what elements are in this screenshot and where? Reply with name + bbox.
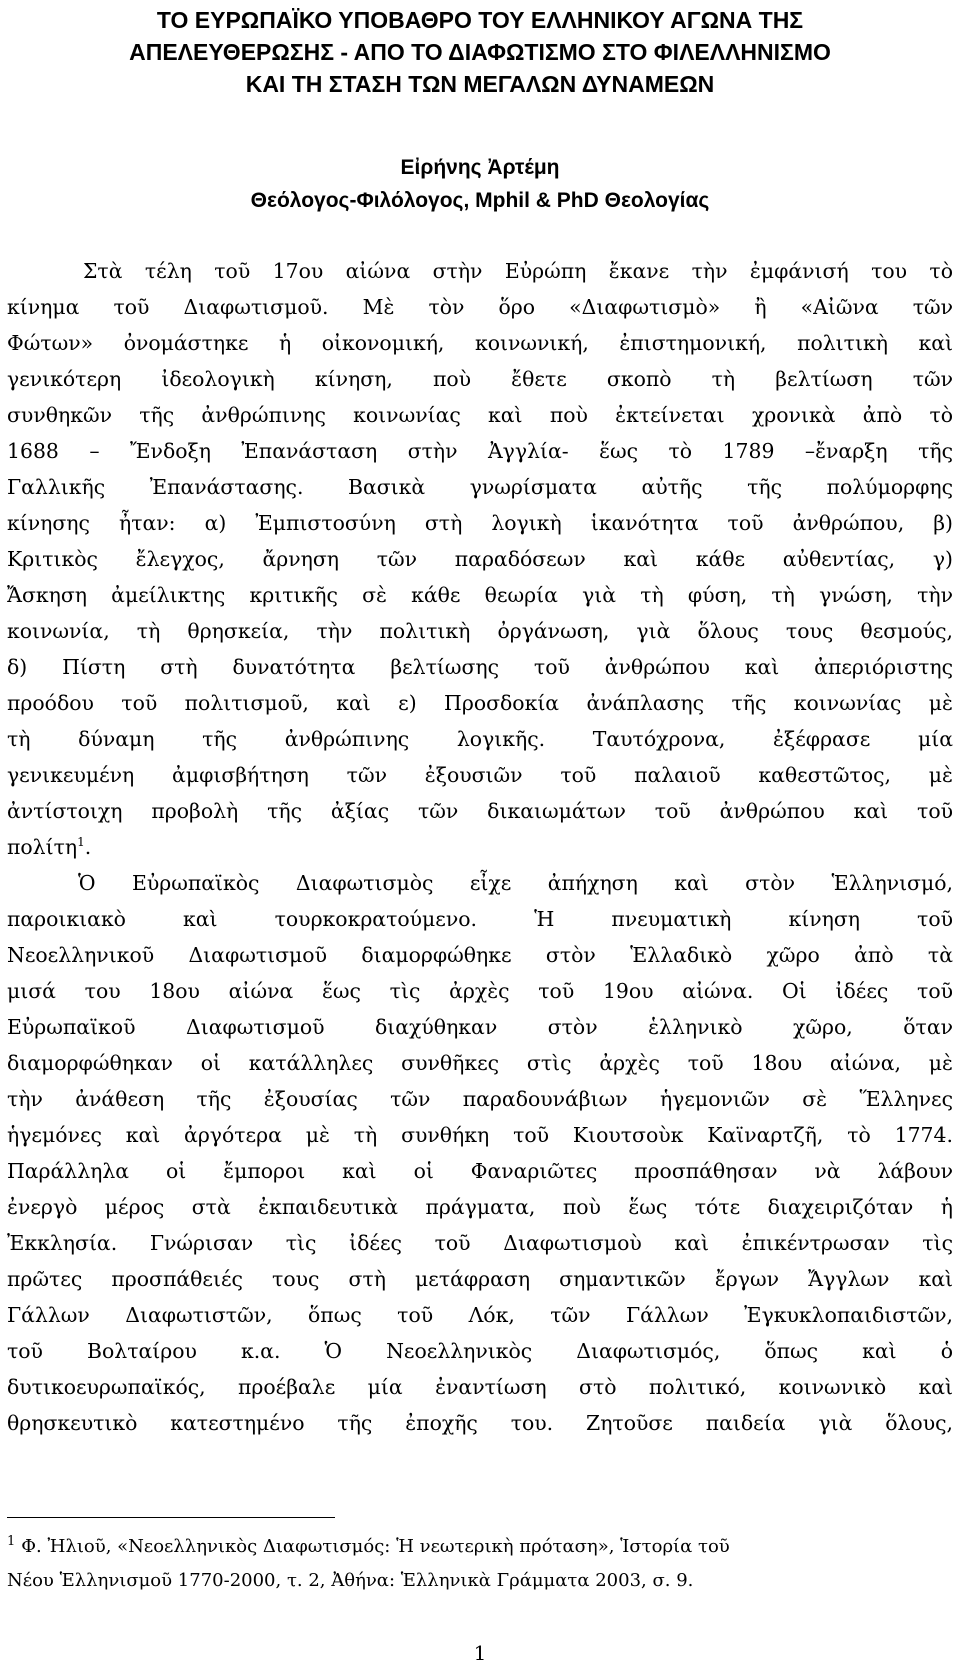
paragraph-line: πρῶτες προσπάθειές τους στὴ μετάφραση σημαντικῶν ἔργων Ἄγγλων καὶ: [7, 1267, 953, 1291]
paragraph-line: 1688 – Ἔνδοξη Ἐπανάσταση στὴν Ἀγγλία- ἕως τὸ 1789 –ἔναρξη τῆς: [7, 439, 953, 463]
paragraph-line: γενικευμένη ἀμφισβήτηση τῶν ἐξουσιῶν τοῦ παλαιοῦ καθεστῶτος, μὲ: [7, 763, 953, 787]
document-title: [40, 4, 920, 100]
footnote-number: 1: [7, 1534, 16, 1549]
paragraph-line: Εὐρωπαϊκοῦ Διαφωτισμοῦ διαχύθηκαν στὸν ἑλληνικὸ χῶρο, ὅταν: [7, 1015, 953, 1039]
paragraph-line: παροικιακὸ καὶ τουρκοκρατούμενο. Ἡ πνευματικὴ κίνηση τοῦ: [7, 907, 953, 931]
paragraph-line: μισά του 18ου αἰώνα ἕως τὶς ἀρχὲς τοῦ 19ου αἰώνα. Οἱ ἰδέες τοῦ: [7, 979, 953, 1003]
author-name: Εἰρήνης Ἀρτέμη: [400, 156, 560, 179]
page-number: 1: [473, 1641, 487, 1665]
paragraph-text: .: [84, 835, 92, 859]
paragraph-line: τὴν ἀνάθεση τῆς ἐξουσίας τῶν παραδουνάβιων ἡγεμονιῶν σὲ Ἕλληνες: [7, 1087, 953, 1111]
paragraph-line: Ἄσκηση ἀμείλικτης κριτικῆς σὲ κάθε θεωρία γιὰ τὴ φύση, τὴ γνώση, τὴν: [7, 583, 953, 607]
paragraph-line: δυτικοευρωπαϊκός, προέβαλε μία ἐναντίωση στὸ πολιτικό, κοινωνικὸ καὶ: [7, 1375, 953, 1399]
paragraph-line: Φώτων» ὀνομάστηκε ἡ οἰκονομική, κοινωνική, ἐπιστημονική, πολιτικὴ καὶ: [7, 331, 953, 355]
title-line: ΚΑΙ ΤΗ ΣΤΑΣΗ ΤΩΝ ΜΕΓΑΛΩΝ ΔΥΝΑΜΕΩΝ: [245, 71, 715, 97]
paragraph-line: Γαλλικῆς Ἐπανάστασης. Βασικὰ γνωρίσματα αὐτῆς τῆς πολύμορφης: [7, 475, 953, 499]
paragraph-line: ἐνεργὸ μέρος στὰ ἐκπαιδευτικὰ πράγματα, ποὺ ἕως τότε διαχειριζόταν ἡ: [7, 1195, 953, 1219]
footnote-text: Φ. Ἠλιοῦ, «Νεοελληνικὸς Διαφωτισμός: Ἡ νεωτερικὴ πρόταση», Ἱστορία τοῦ: [21, 1536, 730, 1557]
paragraph-line: γενικότερη ἰδεολογικὴ κίνηση, ποὺ ἔθετε σκοπὸ τὴ βελτίωση τῶν: [7, 367, 953, 391]
paragraph-line: κοινωνία, τὴ θρησκεία, τὴν πολιτικὴ ὀργάνωση, γιὰ ὅλους τους θεσμούς,: [7, 619, 953, 643]
paragraph-line: ἀντίστοιχη προβολὴ τῆς ἀξίας τῶν δικαιωμάτων τοῦ ἀνθρώπου καὶ τοῦ: [7, 799, 953, 823]
paragraph-line: προόδου τοῦ πολιτισμοῦ, καὶ ε) Προσδοκία ἀνάπλασης τῆς κοινωνίας μὲ: [7, 691, 953, 715]
paragraph-line: Στὰ τέλη τοῦ 17ου αἰώνα στὴν Εὐρώπη ἔκανε τὴν ἐμφάνισή του τὸ: [83, 259, 953, 283]
footnote: [7, 1532, 953, 1562]
paragraph-line: [7, 828, 953, 866]
paragraph-line: τὴ δύναμη τῆς ἀνθρώπινης λογικῆς. Ταυτόχρονα, ἐξέφρασε μία: [7, 727, 953, 751]
paragraph-line: Ἐκκλησία. Γνώρισαν τὶς ἰδέες τοῦ Διαφωτισμοὺ καὶ ἐπικέντρωσαν τὶς: [7, 1231, 953, 1255]
paragraph-line: Γάλλων Διαφωτιστῶν, ὅπως τοῦ Λόκ, τῶν Γάλλων Ἐγκυκλοπαιδιστῶν,: [7, 1303, 953, 1327]
footnote-reference[interactable]: 1: [77, 835, 85, 850]
paragraph-line: δ) Πίστη στὴ δυνατότητα βελτίωσης τοῦ ἀνθρώπου καὶ ἀπεριόριστης: [7, 655, 953, 679]
author-credentials: Θεόλογος-Φιλόλογος, Mphil & PhD Θεολογίας: [250, 189, 710, 212]
paragraph-line: τοῦ Βολταίρου κ.α. Ὁ Νεοελληνικὸς Διαφωτισμός, ὅπως καὶ ὁ: [7, 1339, 953, 1363]
paragraph-line: Ὁ Εὐρωπαϊκὸς Διαφωτισμὸς εἶχε ἀπήχηση καὶ στὸν Ἑλληνισμό,: [78, 871, 953, 895]
paragraph-line: ἡγεμόνες καὶ ἀργότερα μὲ τὴ συνθήκη τοῦ Κιουτσοὺκ Καϊναρτζῆ, τὸ 1774.: [7, 1123, 953, 1147]
paragraph-line: κίνημα τοῦ Διαφωτισμοῦ. Μὲ τὸν ὅρο «Διαφωτισμὸ» ἢ «Αἰῶνα τῶν: [7, 295, 953, 319]
paragraph-line: συνθηκῶν τῆς ἀνθρώπινης κοινωνίας καὶ ποὺ ἐκτείνεται χρονικὰ ἀπὸ τὸ: [7, 403, 953, 427]
footnote-continuation: Νέου Ἑλληνισμοῦ 1770-2000, τ. 2, Ἀθήνα: Ἑλληνικὰ Γράμματα 2003, σ. 9.: [7, 1570, 694, 1591]
paragraph-line: διαμορφώθηκαν οἱ κατάλληλες συνθῆκες στὶς ἀρχὲς τοῦ 18ου αἰώνα, μὲ: [7, 1051, 953, 1075]
paragraph-text: πολίτη: [7, 835, 78, 859]
paragraph-line: Νεοελληνικοῦ Διαφωτισμοῦ διαμορφώθηκε στὸν Ἑλλαδικὸ χῶρο ἀπὸ τὰ: [7, 943, 953, 967]
paragraph-line: κίνησης ἦταν: α) Ἐμπιστοσύνη στὴ λογικὴ ἱκανότητα τοῦ ἀνθρώπου, β): [7, 511, 953, 535]
title-line: ΤΟ ΕΥΡΩΠΑΪΚΟ ΥΠΟΒΑΘΡΟ ΤΟΥ ΕΛΛΗΝΙΚΟΥ ΑΓΩΝΑ ΤΗΣ: [156, 7, 804, 33]
paragraph-line: θρησκευτικὸ κατεστημένο τῆς ἐποχῆς του. Ζητοῦσε παιδεία γιὰ ὅλους,: [7, 1411, 953, 1435]
paragraph-line: Κριτικὸς ἔλεγχος, ἄρνηση τῶν παραδόσεων καὶ κάθε αὐθεντίας, γ): [7, 547, 953, 571]
title-line: ΑΠΕΛΕΥΘΕΡΩΣΗΣ - ΑΠΟ ΤΟ ΔΙΑΦΩΤΙΣΜΟ ΣΤΟ ΦΙΛΕΛΛΗΝΙΣΜΟ: [129, 39, 831, 65]
paragraph-line: Παράλληλα οἱ ἔμποροι καὶ οἱ Φαναριῶτες προσπάθησαν νὰ λάβουν: [7, 1159, 953, 1183]
footnote-separator: [7, 1517, 335, 1518]
author-block: [40, 151, 920, 217]
